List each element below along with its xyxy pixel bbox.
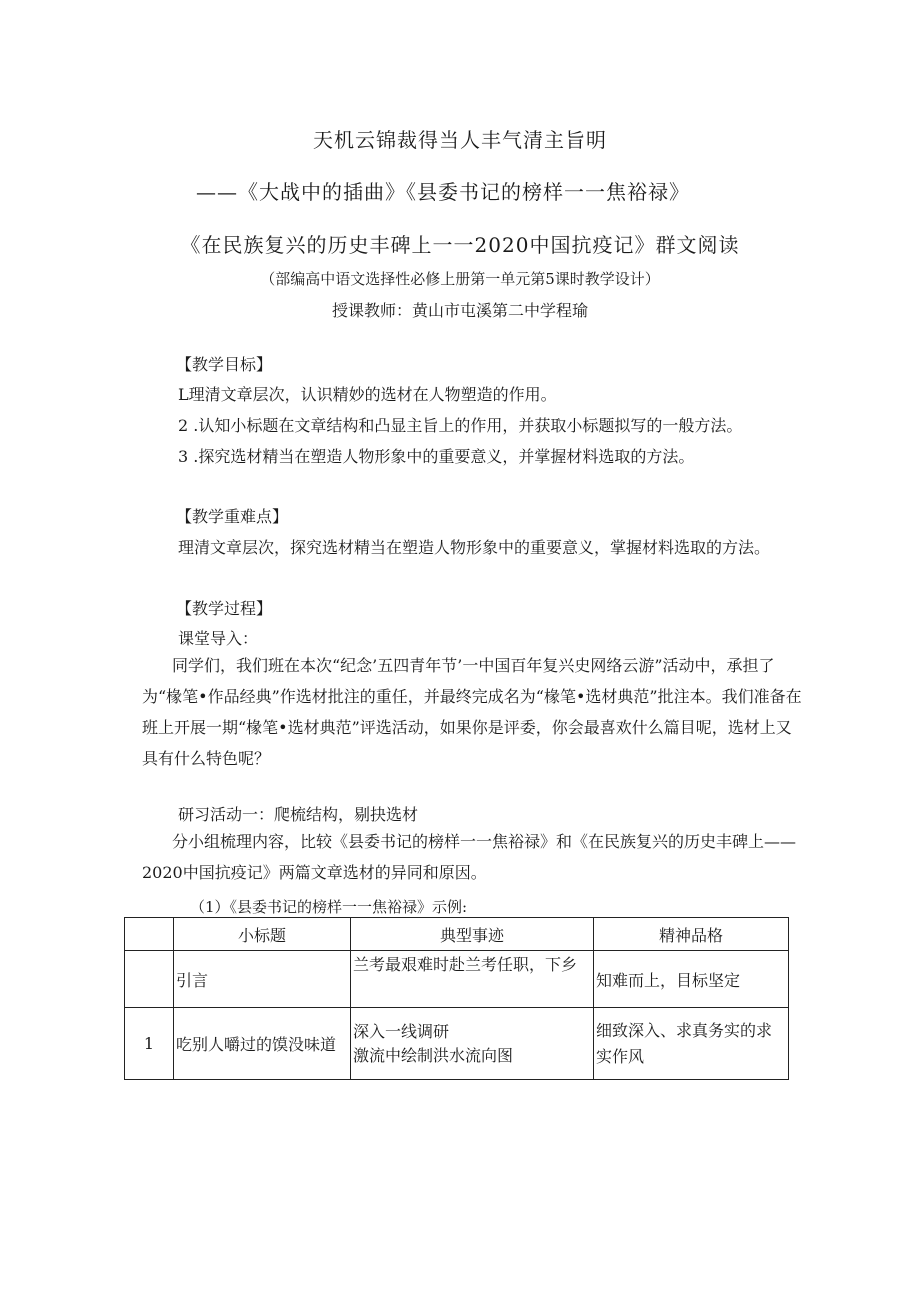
- subtitle-line-2: 《在民族复兴的历史丰碑上一一2020中国抗疫记》群文阅读: [180, 233, 740, 257]
- activity-text: 分小组梳理内容，比较《县委书记的榜样一一焦裕禄》和《在民族复兴的历史丰碑上——2020中国抗疫记》两篇文章选材的异同和原因。: [142, 832, 797, 882]
- row-spirit: 细致深入、求真务实的求实作风: [594, 1008, 789, 1080]
- row-facts: [351, 1008, 594, 1080]
- row-facts: [351, 951, 594, 1008]
- example-table: [124, 917, 789, 1080]
- table-row: [125, 1008, 789, 1080]
- teacher-info: 授课教师：黄山市屯溪第二中学程瑜: [331, 301, 588, 320]
- activity-paragraph: [142, 826, 802, 888]
- intro-text: 同学们，我们班在本次“纪念’五四青年节’一中国百年复兴史网络云游”活动中，承担了为“椽笔•作品经典”作选材批注的重任，并最终完成名为“椽笔•选材典范”批注本。我们准备在班上开展一期“椽笔•选材典范”评选活动，如果你是评委，你会最喜欢什么篇目呢，选材上又具有什么特色呢？: [142, 656, 802, 768]
- page-title: 天机云锦裁得当人丰气清主旨明: [313, 128, 607, 152]
- intro-paragraph: [142, 650, 802, 774]
- row-title: 引言: [174, 951, 351, 1008]
- objective-item: L理清文章层次，认识精妙的选材在人物塑造的作用。: [178, 385, 557, 404]
- row-fact: 兰考最艰难时赴兰考任职，下乡: [353, 955, 578, 974]
- example-caption: （1）《县委书记的榜样一一焦裕禄》示例:: [190, 898, 468, 916]
- row-number: 1: [125, 1008, 174, 1080]
- row-title: 吃别人嚼过的馍没味道: [174, 1008, 351, 1080]
- objective-item: 3 .探究选材精当在塑造人物形象中的重要意义，并掌握材料选取的方法。: [178, 447, 695, 466]
- row-number: [125, 951, 174, 1008]
- difficulties-text: 理清文章层次，探究选材精当在塑造人物形象中的重要意义，掌握材料选取的方法。: [178, 538, 771, 557]
- objective-item: 2 .认知小标题在文章结构和凸显主旨上的作用，并获取小标题拟写的一般方法。: [178, 416, 743, 435]
- row-fact: 深入一线调研: [353, 1021, 450, 1041]
- design-note: （部编高中语文选择性必修上册第一单元第5课时教学设计）: [260, 270, 660, 288]
- table-header-cell: [125, 918, 174, 951]
- table-header-cell: 精神品格: [594, 918, 789, 951]
- activity-title: 研习活动一：爬梳结构，剔抉选材: [178, 805, 419, 824]
- subtitle-line-1: ——《大战中的插曲》《县委书记的榜样一一焦裕禄》: [196, 180, 690, 204]
- objectives-heading: 【教学目标】: [176, 355, 273, 374]
- row-spirit: 知难而上，目标坚定: [594, 951, 789, 1008]
- row-fact: 激流中绘制洪水流向图: [353, 1045, 514, 1065]
- intro-label: 课堂导入：: [178, 629, 259, 648]
- difficulties-heading: 【教学重难点】: [176, 507, 289, 526]
- table-row: [125, 951, 789, 1008]
- table-header-cell: 小标题: [174, 918, 351, 951]
- table-header-cell: 典型事迹: [351, 918, 594, 951]
- process-heading: 【教学过程】: [176, 599, 273, 618]
- table-header-row: [125, 918, 789, 951]
